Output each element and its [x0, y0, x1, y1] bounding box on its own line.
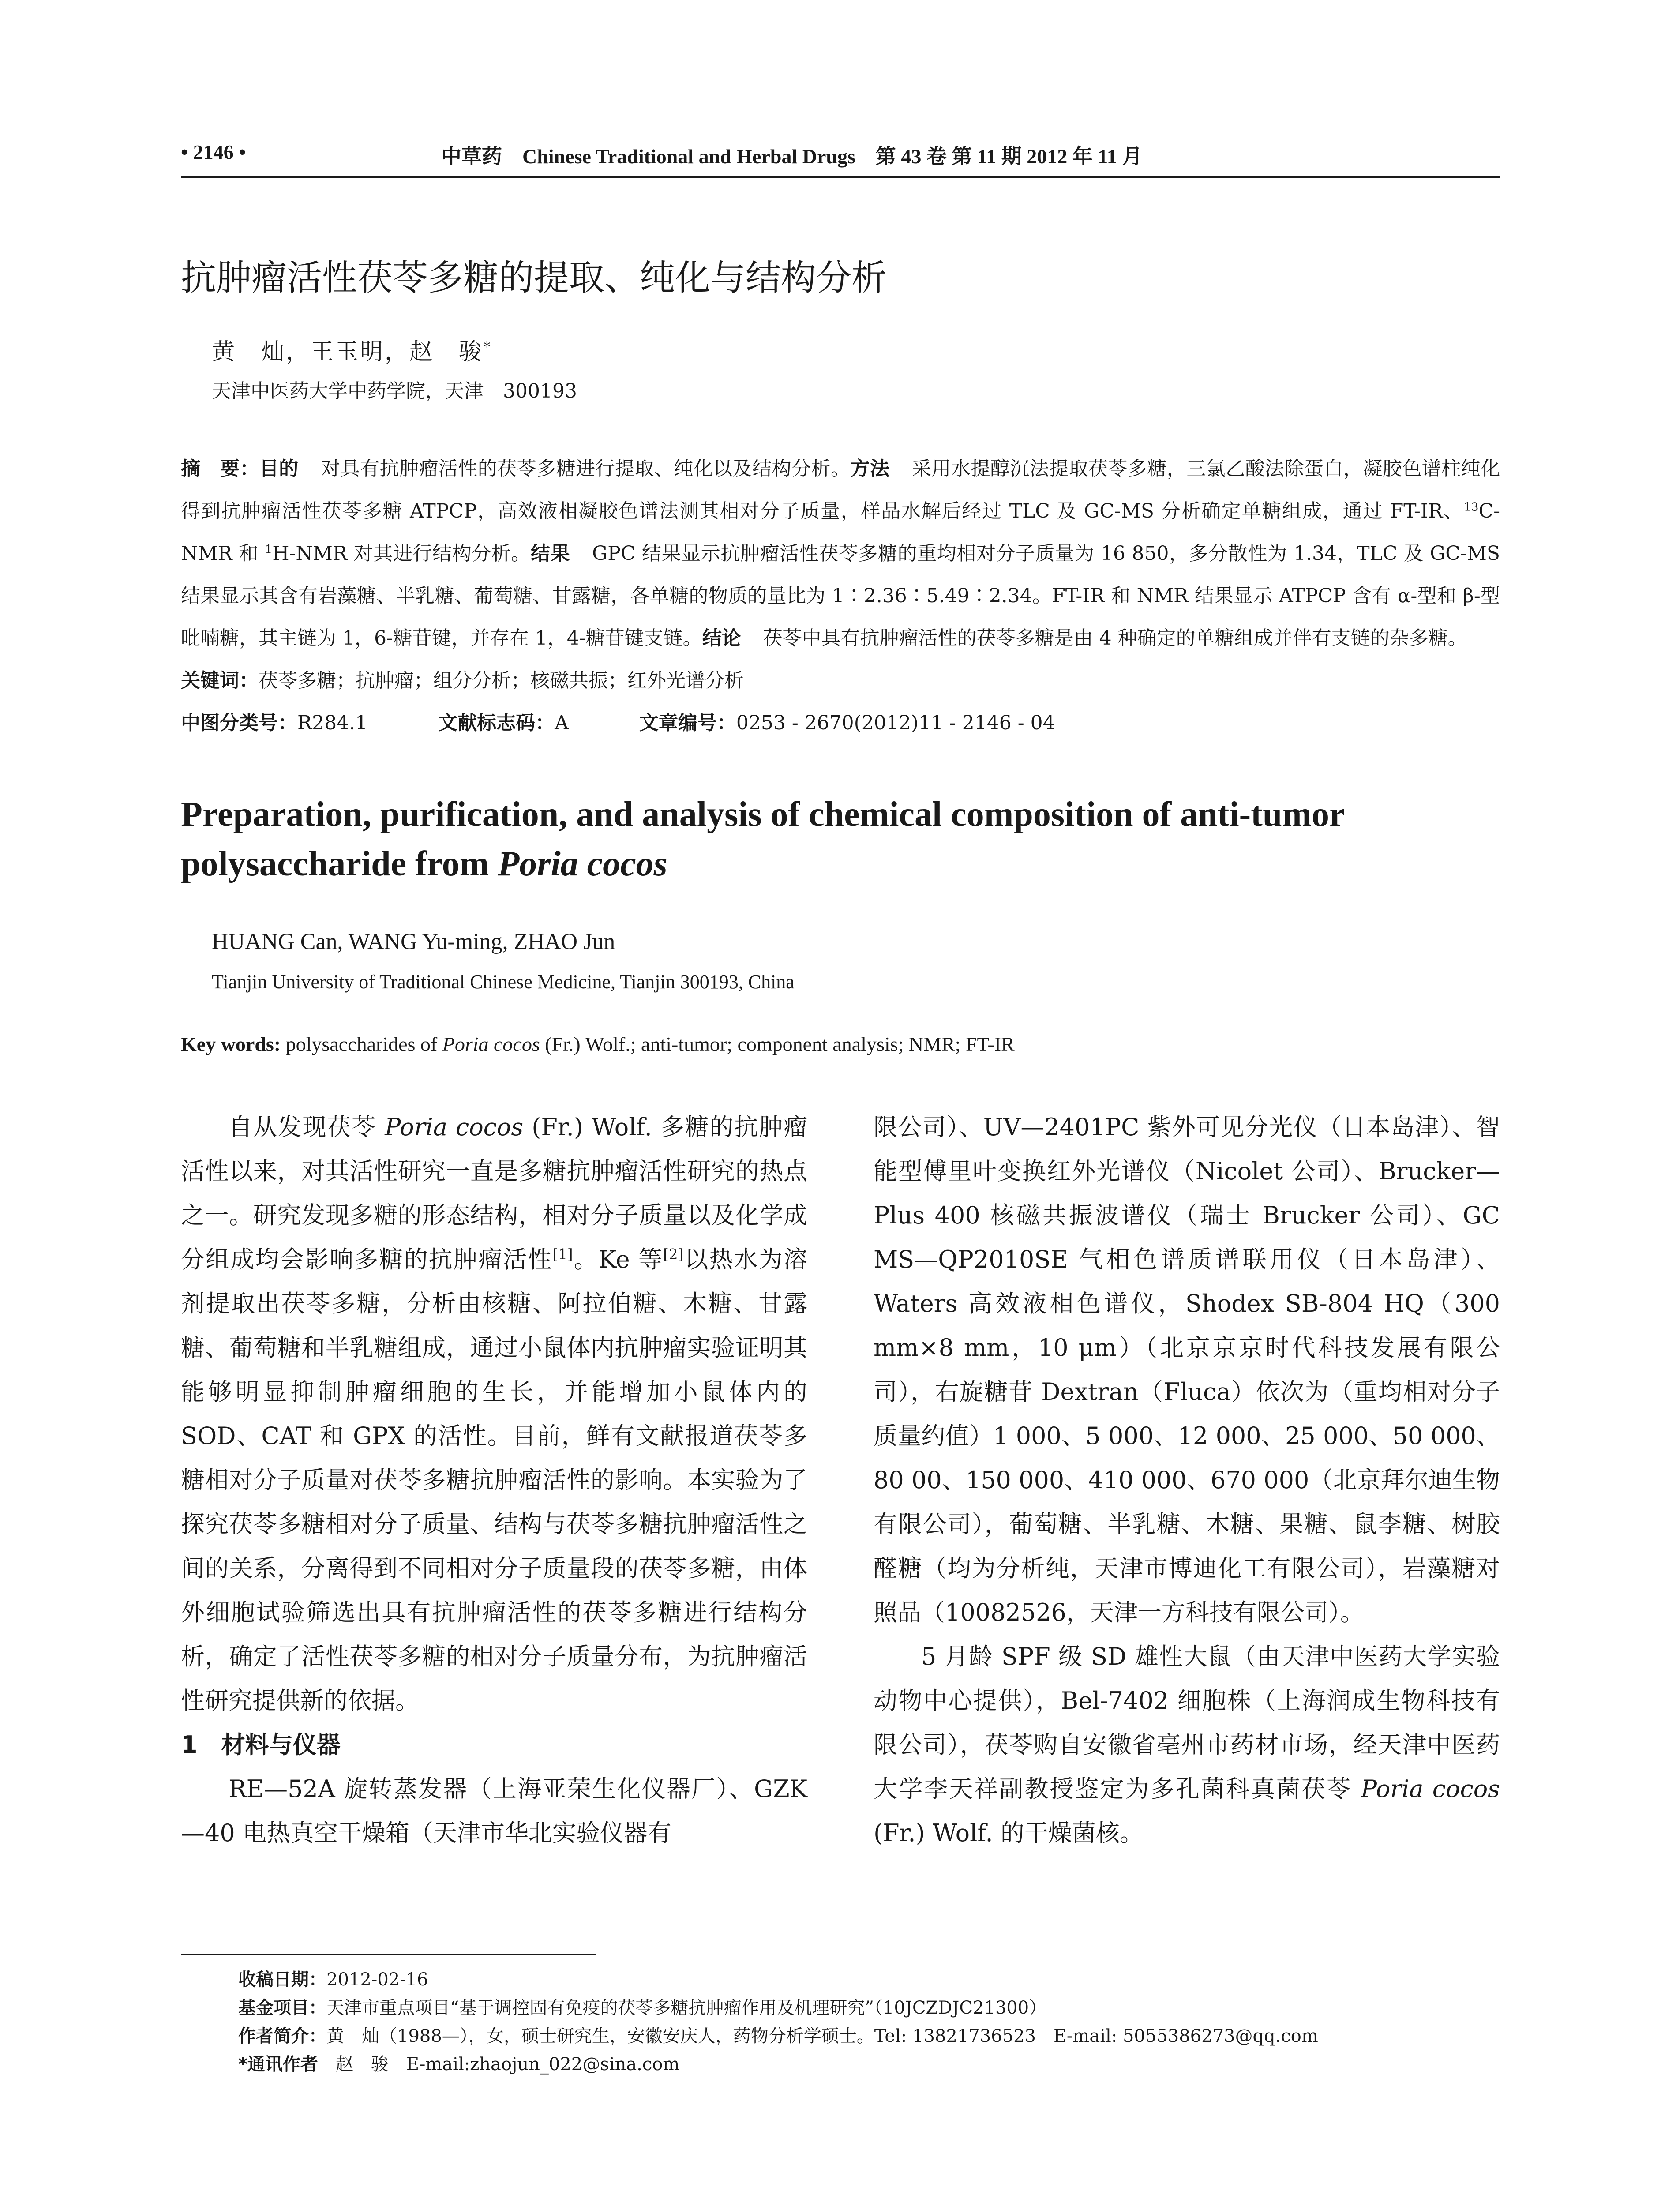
- ref-1: [1]: [552, 1246, 573, 1263]
- fund-label: 基金项目：: [238, 1998, 326, 2018]
- clc-label: 中图分类号：: [181, 712, 297, 734]
- keywords-text: 茯苓多糖；抗肿瘤；组分分析；核磁共振；红外光谱分析: [259, 669, 744, 692]
- fund-value: 天津市重点项目“基于调控固有免疫的茯苓多糖抗肿瘤作用及机理研究”（10JCZDJC21300）: [326, 1998, 1047, 2018]
- intro-italic: Poria cocos: [385, 1113, 524, 1141]
- author-bio-value: 黄 灿（1988—），女，硕士研究生，安徽安庆人，药物分析学硕士。Tel: 13821736523 E-mail: 5055386273@qq.com: [326, 2026, 1318, 2046]
- keywords-line: [181, 660, 1500, 702]
- animals-text-b: (Fr.) Wolf. 的干燥菌核。: [874, 1819, 1144, 1847]
- animals-italic: Poria cocos: [1361, 1775, 1500, 1803]
- section-heading: 1 材料与仪器: [181, 1731, 341, 1759]
- received-date: [238, 1966, 1500, 1994]
- methods-label: 方法: [850, 458, 890, 480]
- corresponding-label: *通讯作者: [238, 2054, 318, 2075]
- english-affiliation: Tianjin University of Traditional Chinese Medicine, Tianjin 300193, China: [212, 971, 795, 993]
- english-authors: HUANG Can, WANG Yu-ming, ZHAO Jun: [212, 929, 615, 954]
- conclusion-label: 结论: [702, 627, 741, 649]
- english-title-italic: Poria cocos: [498, 844, 668, 883]
- english-keywords-italic: Poria cocos: [442, 1033, 540, 1055]
- abstract-text: [181, 448, 1500, 660]
- objective-text: 对具有抗肿瘤活性的茯苓多糖进行提取、纯化以及结构分析。: [320, 458, 851, 480]
- methods-text-b: C-NMR 和: [181, 500, 1500, 565]
- intro-text-d: 以热水为溶剂提取出茯苓多糖，分析由核糖、阿拉伯糖、木糖、甘露糖、葡萄糖和半乳糖组成，通过小鼠体内抗肿瘤实验证明其能够明显抑制肿瘤细胞的生长，并能增加小鼠体内的 SOD、CAT 和 GPX 的活性。目前，鲜有文献报道茯苓多糖相对分子质量对茯苓多糖抗肿瘤活性的影响。本实验为了探究茯苓多糖相对分子质量、结构与茯苓多糖抗肿瘤活性之间的关系，分离得到不同相对分子质量段的茯苓多糖，由体外细胞试验筛选出具有抗肿瘤活性的茯苓多糖进行结构分析，确定了活性茯苓多糖的相对分子质量分布，为抗肿瘤活性研究提供新的依据。: [181, 1246, 808, 1715]
- received-label: 收稿日期：: [238, 1970, 326, 1990]
- keywords-label: 关键词：: [181, 669, 259, 692]
- body-column-right: [874, 1105, 1500, 1855]
- abstract-label: 摘 要：: [181, 458, 259, 480]
- article-id-value: 0253 - 2670(2012)11 - 2146 - 04: [736, 712, 1055, 734]
- classification-line: [181, 702, 1500, 744]
- english-keywords-label: Key words:: [181, 1033, 281, 1055]
- english-keywords: [181, 1032, 1015, 1056]
- ref-2: [2]: [663, 1246, 684, 1263]
- english-title: [181, 790, 1500, 889]
- conclusion-text: 茯苓中具有抗肿瘤活性的茯苓多糖是由 4 种确定的单糖组成并伴有支链的杂多糖。: [763, 627, 1467, 649]
- animals-paragraph: [874, 1635, 1500, 1855]
- page-number: • 2146 •: [181, 141, 246, 163]
- chinese-abstract: [181, 448, 1500, 744]
- footnotes: [238, 1966, 1500, 2078]
- english-title-text: Preparation, purification, and analysis of chemical composition of anti-tumor polysaccharide from: [181, 795, 1345, 883]
- author-bio: [238, 2022, 1500, 2050]
- header-rule: [181, 176, 1500, 178]
- chinese-authors: [212, 333, 492, 366]
- sup-1: 1: [265, 542, 273, 556]
- methods-text-c: H-NMR 对其进行结构分析。: [272, 542, 531, 565]
- animals-text-a: 5 月龄 SPF 级 SD 雄性大鼠（由天津中医药大学实验动物中心提供），Bel-7402 细胞株（上海润成生物科技有限公司），茯苓购自安徽省亳州市药材市场，经天津中医药大学李天祥副教授鉴定为多孔菌科真菌茯苓: [874, 1643, 1500, 1803]
- instruments-paragraph: 限公司）、UV—2401PC 紫外可见分光仪（日本岛津）、智能型傅里叶变换红外光谱仪（Nicolet 公司）、Brucker—Plus 400 核磁共振波谱仪（瑞士 Brucker 公司）、GC MS—QP2010SE 气相色谱质谱联用仪（日本岛津）、Waters 高效液相色谱仪，Shodex SB-804 HQ（300 mm×8 mm，10 μm）（北京京京时代科技发展有限公司），右旋糖苷 Dextran（Fluca）依次为（重均相对分子质量约值）1 000、5 000、12 000、25 000、50 000、80 00、150 000、410 000、670 000（北京拜尔迪生物有限公司），葡萄糖、半乳糖、木糖、果糖、鼠李糖、树胶醛糖（均为分析纯，天津市博迪化工有限公司），岩藻糖对照品（10082526，天津一方科技有限公司）。: [874, 1113, 1500, 1626]
- journal-header: 中草药 Chinese Traditional and Herbal Drugs 第 43 卷 第 11 期 2012 年 11 月: [441, 145, 1143, 168]
- chinese-affiliation: 天津中医药大学中药学院，天津 300193: [212, 380, 577, 402]
- intro-text-a: 自从发现茯苓: [229, 1113, 385, 1141]
- corresponding-mark: *: [484, 339, 492, 355]
- intro-text-c: 。Ke 等: [573, 1246, 664, 1273]
- chinese-author-names: 黄 灿，王玉明，赵 骏: [212, 339, 484, 365]
- english-keywords-b: (Fr.) Wolf.; anti-tumor; component analysis; NMR; FT-IR: [540, 1033, 1015, 1055]
- footnote-rule: [181, 1954, 596, 1955]
- english-keywords-a: polysaccharides of: [281, 1033, 442, 1055]
- article-id-label: 文章编号：: [639, 712, 736, 734]
- doc-code-label: 文献标志码：: [438, 712, 555, 734]
- clc-value: R284.1: [297, 712, 368, 734]
- intro-paragraph: [181, 1105, 807, 1723]
- received-value: 2012-02-16: [326, 1970, 428, 1990]
- corresponding-author: [238, 2050, 1500, 2078]
- objective-label: 目的: [259, 458, 299, 480]
- body-column-left: [181, 1105, 807, 1855]
- results-label: 结果: [530, 542, 570, 565]
- corresponding-value: 赵 骏 E-mail:zhaojun_022@sina.com: [335, 2054, 680, 2075]
- intro-text-b: (Fr.) Wolf. 多糖的抗肿瘤活性以来，对其活性研究一直是多糖抗肿瘤活性研究的热点之一。研究发现多糖的形态结构，相对分子质量以及化学成分组成均会影响多糖的抗肿瘤活性: [181, 1113, 807, 1273]
- methods-text-a: 采用水提醇沉法提取茯苓多糖，三氯乙酸法除蛋白，凝胶色谱柱纯化得到抗肿瘤活性茯苓多糖 ATPCP，高效液相凝胶色谱法测其相对分子质量，样品水解后经过 TLC 及 GC-MS 分析确定单糖组成，通过 FT-IR、: [181, 458, 1500, 522]
- fund-item: [238, 1994, 1500, 2022]
- sup-13: 13: [1463, 500, 1479, 514]
- results-text: GPC 结果显示抗肿瘤活性茯苓多糖的重均相对分子质量为 16 850，多分散性为 1.34，TLC 及 GC-MS 结果显示其含有岩藻糖、半乳糖、葡萄糖、甘露糖，各单糖的物质的量比为 1∶2.36∶5.49∶2.34。FT-IR 和 NMR 结果显示 ATPCP 含有 α-型和 β-型吡喃糖，其主链为 1，6-糖苷键，并存在 1，4-糖苷键支链。: [181, 542, 1500, 649]
- materials-paragraph: RE—52A 旋转蒸发器（上海亚荣生化仪器厂）、GZK—40 电热真空干燥箱（天津市华北实验仪器有: [181, 1775, 807, 1847]
- author-bio-label: 作者简介：: [238, 2026, 326, 2046]
- chinese-title: 抗肿瘤活性茯苓多糖的提取、纯化与结构分析: [181, 257, 887, 298]
- doc-code-value: A: [555, 712, 569, 734]
